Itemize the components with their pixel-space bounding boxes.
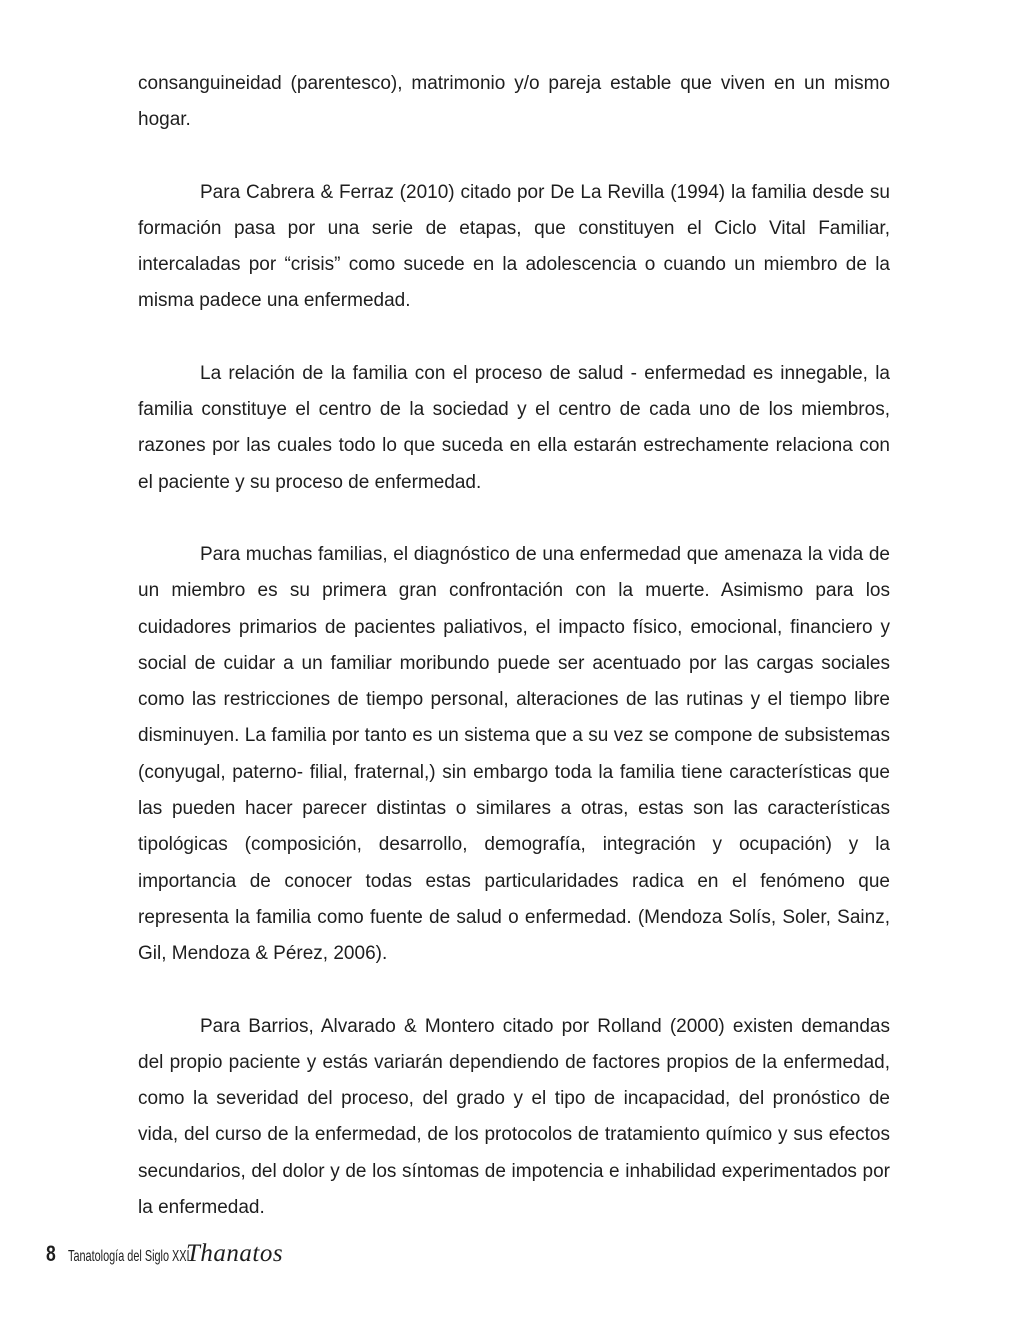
page-number: 8 — [46, 1241, 56, 1266]
paragraph-patient-demands: Para Barrios, Alvarado & Montero citado por Rolland (2000) existen demandas del propio paciente y estás variarán dependiendo de factores propios de la enfermedad, como la severidad del proceso, del grado y el tipo de incapacidad, del pronóstico de vida, del curso de la enfermedad, de los protocolos de tratamiento químico y sus efectos secundarios, del dolor y de los síntomas de impotencia e inhabilidad experimentados por la enfermedad. — [138, 1015, 890, 1219]
paragraph-family-life-cycle: Para Cabrera & Ferraz (2010) citado por De La Revilla (1994) la familia desde su formación pasa por una serie de etapas, que constituyen el Ciclo Vital Familiar, intercaladas por “crisis” como sucede en la adolescencia o cuando un miembro de la misma padece una enfermedad. — [138, 181, 890, 312]
journal-title: Tanatología del Siglo XXI — [68, 1248, 190, 1265]
page-body — [138, 66, 890, 1262]
paragraph-family-health-relation: La relación de la familia con el proceso de salud - enfermedad es innegable, la familia constituye el centro de la sociedad y el centro de cada uno de los miembros, razones por las cuales todo lo que suceda en ella estarán estrechamente relaciona con el paciente y su proceso de enfermedad. — [138, 362, 890, 493]
paragraph-diagnosis-confrontation: Para muchas familias, el diagnóstico de una enfermedad que amenaza la vida de un miembro es su primera gran confrontación con la muerte. Asimismo para los cuidadores primarios de pacientes paliativos, el impacto físico, emocional, financiero y social de cuidar a un familiar moribundo puede ser acentuado por las cargas sociales como las restricciones de tiempo personal, alteraciones de las rutinas y el tiempo libre disminuyen. La familia por tanto es un sistema que a su vez se compone de subsistemas (conyugal, paterno- filial, fraternal,) sin embargo toda la familia tiene características que las pueden hacer parecer distintas o similares a otras, estas son las características tipológicas (composición, desarrollo, demografía, integración y ocupación) y la importancia de conocer todas estas particularidades radica en el fenómeno que representa la familia como fuente de salud o enfermedad. (Mendoza Solís, Soler, Sainz, Gil, Mendoza & Pérez, 2006). — [138, 543, 890, 965]
page-footer — [46, 1240, 283, 1280]
journal-logo: Thanatos — [186, 1240, 284, 1267]
paragraph-continuation: consanguineidad (parentesco), matrimonio y/o pareja estable que viven en un mismo hogar. — [138, 73, 890, 131]
